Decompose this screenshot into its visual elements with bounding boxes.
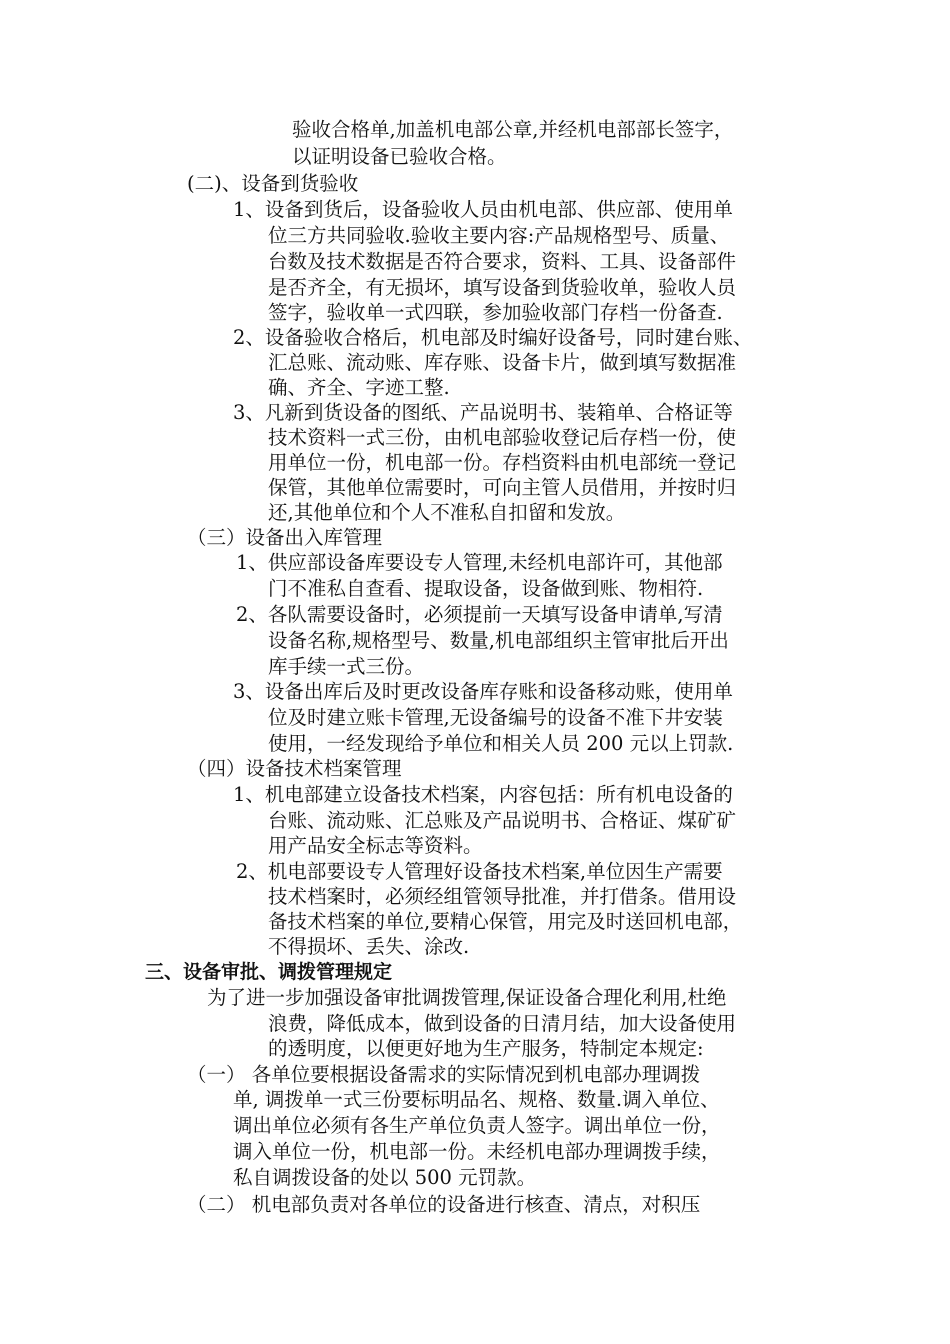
text-line: 门不准私自查看、提取设备，设备做到账、物相符. (268, 577, 704, 600)
text-line: 设备名称,规格型号、数量,机电部组织主管审批后开出 (268, 629, 729, 652)
text-line: 2、各队需要设备时，必须提前一天填写设备申请单,写清 (236, 603, 723, 626)
chapter-heading: 三、设备审批、调拨管理规定 (145, 961, 393, 983)
text-line: 位三方共同验收.验收主要内容:产品规格型号、质量、 (268, 224, 730, 247)
text-line: 以证明设备已验收合格。 (292, 145, 507, 168)
text-line: 库手续一式三份。 (268, 655, 425, 678)
section-heading: (二)、设备到货验收 (187, 172, 359, 195)
section-heading: （三）设备出入库管理 (187, 526, 383, 549)
text-line: 技术资料一式三份，由机电部验收登记后存档一份，使 (268, 426, 737, 449)
text-line: 位及时建立账卡管理,无设备编号的设备不准下井安装 (268, 706, 723, 729)
text-line: 1、机电部建立设备技术档案，内容包括：所有机电设备的 (233, 783, 733, 806)
text-line: 台账、流动账、汇总账及产品说明书、合格证、煤矿矿 (268, 809, 737, 832)
text-line: 用单位一份，机电部一份。存档资料由机电部统一登记 (268, 451, 737, 474)
text-line: 的透明度，以便更好地为生产服务，特制定本规定: (268, 1037, 704, 1060)
text-line: 3、设备出库后及时更改设备库存账和设备移动账，使用单 (233, 680, 733, 703)
text-line: 调入单位一份，机电部一份。未经机电部办理调拨手续， (233, 1140, 721, 1163)
text-line: 保管，其他单位需要时，可向主管人员借用，并按时归 (268, 476, 737, 499)
text-line: 技术档案时，必须经组管领导批准，并打借条。借用设 (268, 885, 737, 908)
text-line: 2、机电部要设专人管理好设备技术档案,单位因生产需要 (236, 860, 723, 883)
text-line: 签字，验收单一式四联，参加验收部门存档一份备查. (268, 301, 723, 324)
text-line: （二） 机电部负责对各单位的设备进行核查、清点，对积压 (187, 1193, 701, 1216)
text-line: 不得损坏、丢失、涂改. (268, 935, 470, 958)
text-line: 调出单位必须有各生产单位负责人签字。调出单位一份， (233, 1114, 721, 1137)
text-line: 1、供应部设备库要设专人管理,未经机电部许可，其他部 (236, 551, 723, 574)
text-line: 为了进一步加强设备审批调拨管理,保证设备合理化利用,杜绝 (207, 986, 727, 1009)
text-line: 浪费，降低成本，做到设备的日清月结，加大设备使用 (268, 1012, 737, 1035)
text-line: 单, 调拨单一式三份要标明品名、规格、数量.调入单位、 (233, 1088, 720, 1111)
text-line: 还,其他单位和个人不准私自扣留和发放。 (268, 501, 626, 524)
text-line: 用产品安全标志等资料。 (268, 834, 483, 857)
text-line: 2、设备验收合格后，机电部及时编好设备号，同时建台账、 (233, 326, 753, 349)
text-line: （一） 各单位要根据设备需求的实际情况到机电部办理调拨 (187, 1063, 701, 1086)
text-line: 台数及技术数据是否符合要求，资料、工具、设备部件 (268, 250, 737, 273)
text-line: 备技术档案的单位,要精心保管，用完及时送回机电部， (268, 910, 743, 933)
text-line: 验收合格单,加盖机电部公章,并经机电部部长签字， (292, 118, 734, 141)
text-line: 确、齐全、字迹工整. (268, 376, 450, 399)
text-line: 3、凡新到货设备的图纸、产品说明书、装箱单、合格证等 (233, 401, 733, 424)
text-line: 汇总账、流动账、库存账、设备卡片，做到填写数据准 (268, 351, 737, 374)
text-line: 是否齐全，有无损坏，填写设备到货验收单，验收人员 (268, 276, 737, 299)
section-heading: （四）设备技术档案管理 (187, 757, 402, 780)
text-line: 私自调拨设备的处以 500 元罚款。 (233, 1166, 537, 1189)
text-line: 使用，一经发现给予单位和相关人员 200 元以上罚款. (268, 732, 734, 755)
text-line: 1、设备到货后，设备验收人员由机电部、供应部、使用单 (233, 198, 733, 221)
